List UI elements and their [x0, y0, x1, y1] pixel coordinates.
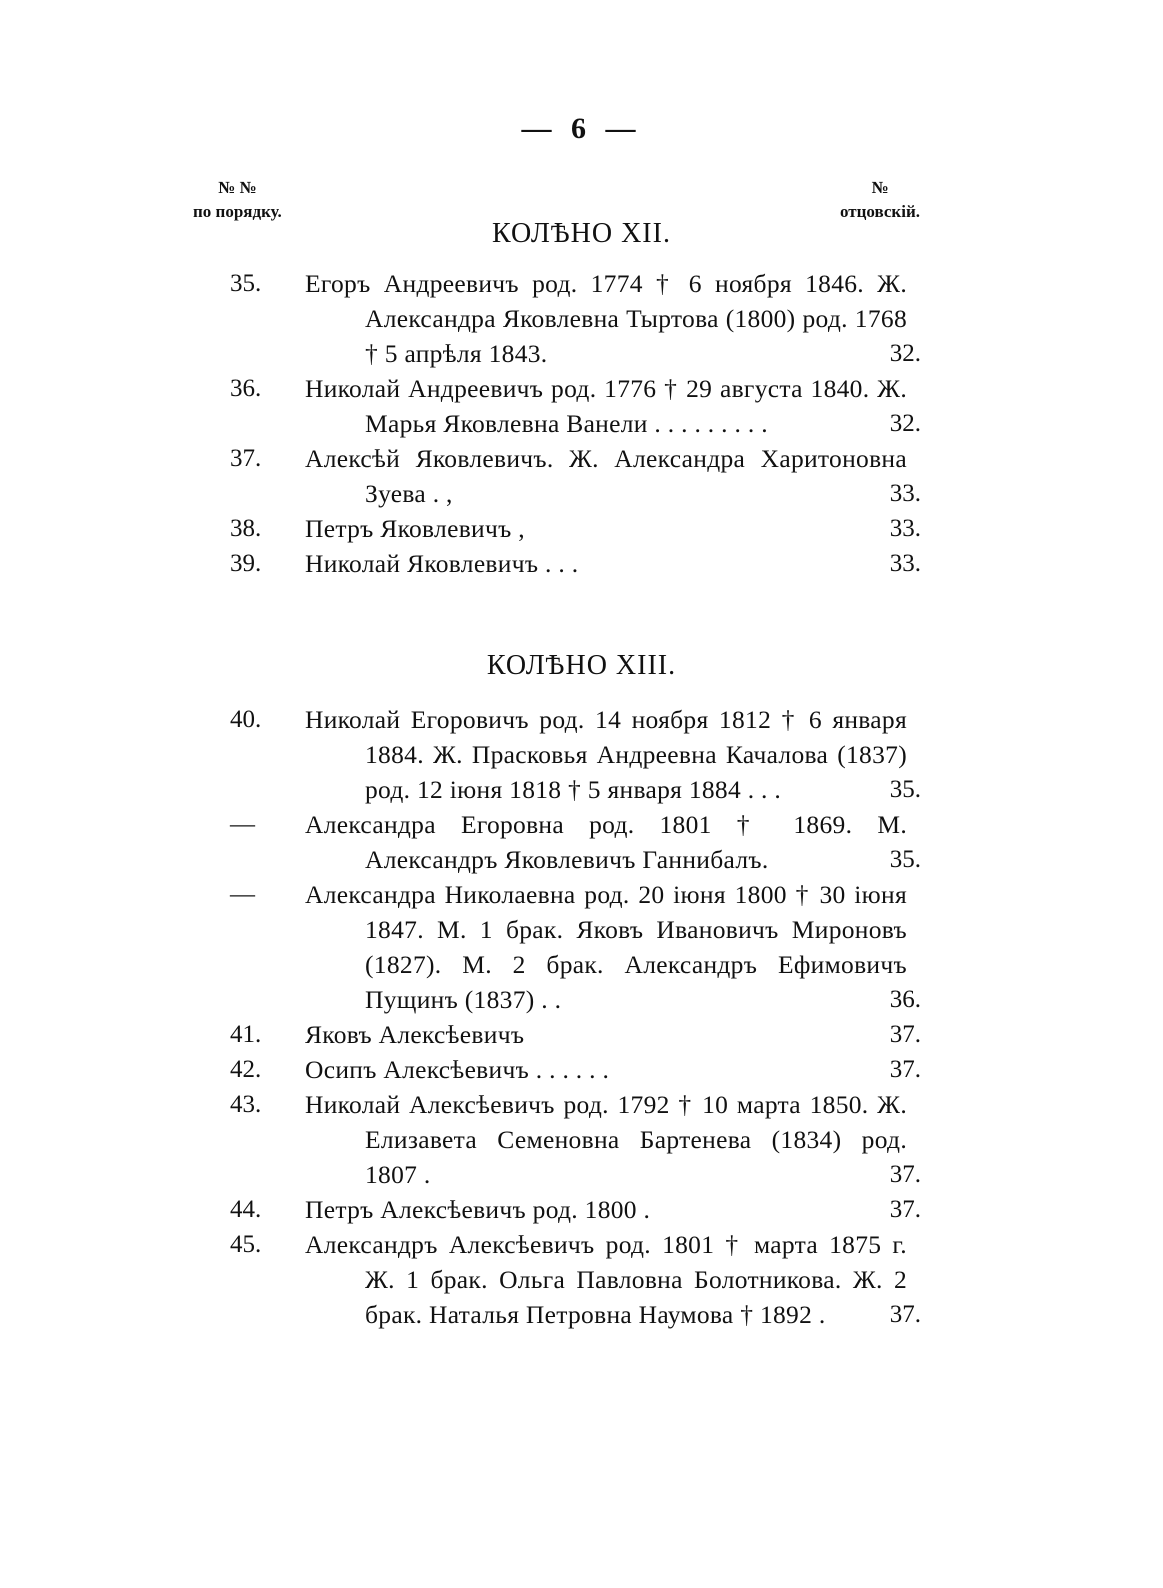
entry-number: 35.: [230, 270, 262, 297]
genealogy-entry: [0, 1192, 1163, 1227]
paternal-number-symbol: №: [871, 178, 889, 197]
entry-number: 42.: [230, 1056, 262, 1083]
genealogy-entry: [0, 1052, 1163, 1087]
entry-text: Александра Николаевна род. 20 іюня 1800 † 30 іюня 1847. М. 1 брак. Яковъ Ивановичъ Мироновъ (1827). М. 2 брак. Александръ Ефимовичъ Пущинъ (1837) . .: [305, 880, 907, 1014]
order-number-symbol: № №: [218, 178, 257, 197]
genealogy-entry: [0, 266, 1163, 371]
father-number: 37.: [889, 1056, 921, 1083]
entry-text: Осипъ Алексѣевичъ . . . . . .: [305, 1055, 610, 1084]
genealogy-entry: [0, 702, 1163, 807]
entry-text: Александръ Алексѣевичъ род. 1801 † марта 1875 г. Ж. 1 брак. Ольга Павловна Болотникова. Ж. 2 брак. Наталья Петровна Наумова † 1892 .: [305, 1230, 907, 1329]
entry-number: 36.: [230, 375, 262, 402]
father-number: 33.: [889, 515, 921, 542]
genealogy-entry: [0, 1087, 1163, 1192]
genealogy-entry: [0, 441, 1163, 511]
generation-13-list: [0, 702, 1163, 1332]
paternal-number-label: отцовскій.: [840, 202, 920, 221]
father-number: 37.: [889, 1301, 921, 1328]
order-number-label: по порядку.: [193, 202, 282, 221]
generation-13-title: КОЛѢНО XIII.: [486, 650, 677, 681]
entry-text: Петръ Яковлевичъ ,: [305, 514, 525, 543]
entry-number: 39.: [230, 550, 262, 577]
genealogy-entry: [0, 511, 1163, 546]
entry-text: Егоръ Андреевичъ род. 1774 † 6 ноября 1846. Ж. Александра Яковлевна Тыртова (1800) род. 1768 † 5 апрѣля 1843.: [305, 269, 907, 368]
genealogy-entry: [0, 546, 1163, 581]
entry-text: Николай Егоровичъ род. 14 ноября 1812 † 6 января 1884. Ж. Прасковья Андреевна Качалова (1837) род. 12 іюня 1818 † 5 января 1884 . . .: [305, 705, 907, 804]
entry-text: Александра Егоровна род. 1801 † 1869. М. Александръ Яковлевичъ Ганнибалъ.: [305, 810, 907, 874]
entry-number: —: [230, 811, 255, 838]
entry-text: Николай Алексѣевичъ род. 1792 † 10 марта 1850. Ж. Елизавета Семеновна Бартенева (1834) род. 1807 .: [305, 1090, 907, 1189]
entry-number: 43.: [230, 1091, 262, 1118]
genealogy-entry: [0, 1227, 1163, 1332]
father-number: 35.: [889, 776, 921, 803]
entry-number: 38.: [230, 515, 262, 542]
generation-12-title: КОЛѢНО XII.: [492, 218, 671, 249]
father-number: 33.: [889, 550, 921, 577]
genealogy-entry: [0, 807, 1163, 877]
entry-number: 40.: [230, 706, 262, 733]
father-number: 33.: [889, 480, 921, 507]
page-number: — 6 —: [521, 112, 642, 145]
entry-text: Николай Яковлевичъ . . .: [305, 549, 579, 578]
generation-12-list: [0, 266, 1163, 581]
entry-number: 45.: [230, 1231, 262, 1258]
father-number: 35.: [889, 846, 921, 873]
genealogy-entry: [0, 877, 1163, 1017]
entry-number: 41.: [230, 1021, 262, 1048]
father-number: 37.: [889, 1161, 921, 1188]
entry-text: Николай Андреевичъ род. 1776 † 29 августа 1840. Ж. Марья Яковлевна Ванели . . . . . . . . .: [305, 374, 907, 438]
father-number: 36.: [889, 986, 921, 1013]
genealogy-entry: [0, 1017, 1163, 1052]
paternal-number-column-header: [840, 176, 920, 224]
entry-text: Петръ Алексѣевичъ род. 1800 .: [305, 1195, 651, 1224]
father-number: 32.: [889, 410, 921, 437]
entry-text: Яковъ Алексѣевичъ: [305, 1020, 525, 1049]
entry-number: 44.: [230, 1196, 262, 1223]
entry-text: Алексѣй Яковлевичъ. Ж. Александра Харитоновна Зуева . ,: [305, 444, 907, 508]
genealogy-entry: [0, 371, 1163, 441]
entry-number: —: [230, 881, 255, 908]
father-number: 32.: [889, 340, 921, 367]
order-number-column-header: [193, 176, 282, 224]
entry-number: 37.: [230, 445, 262, 472]
father-number: 37.: [889, 1021, 921, 1048]
father-number: 37.: [889, 1196, 921, 1223]
